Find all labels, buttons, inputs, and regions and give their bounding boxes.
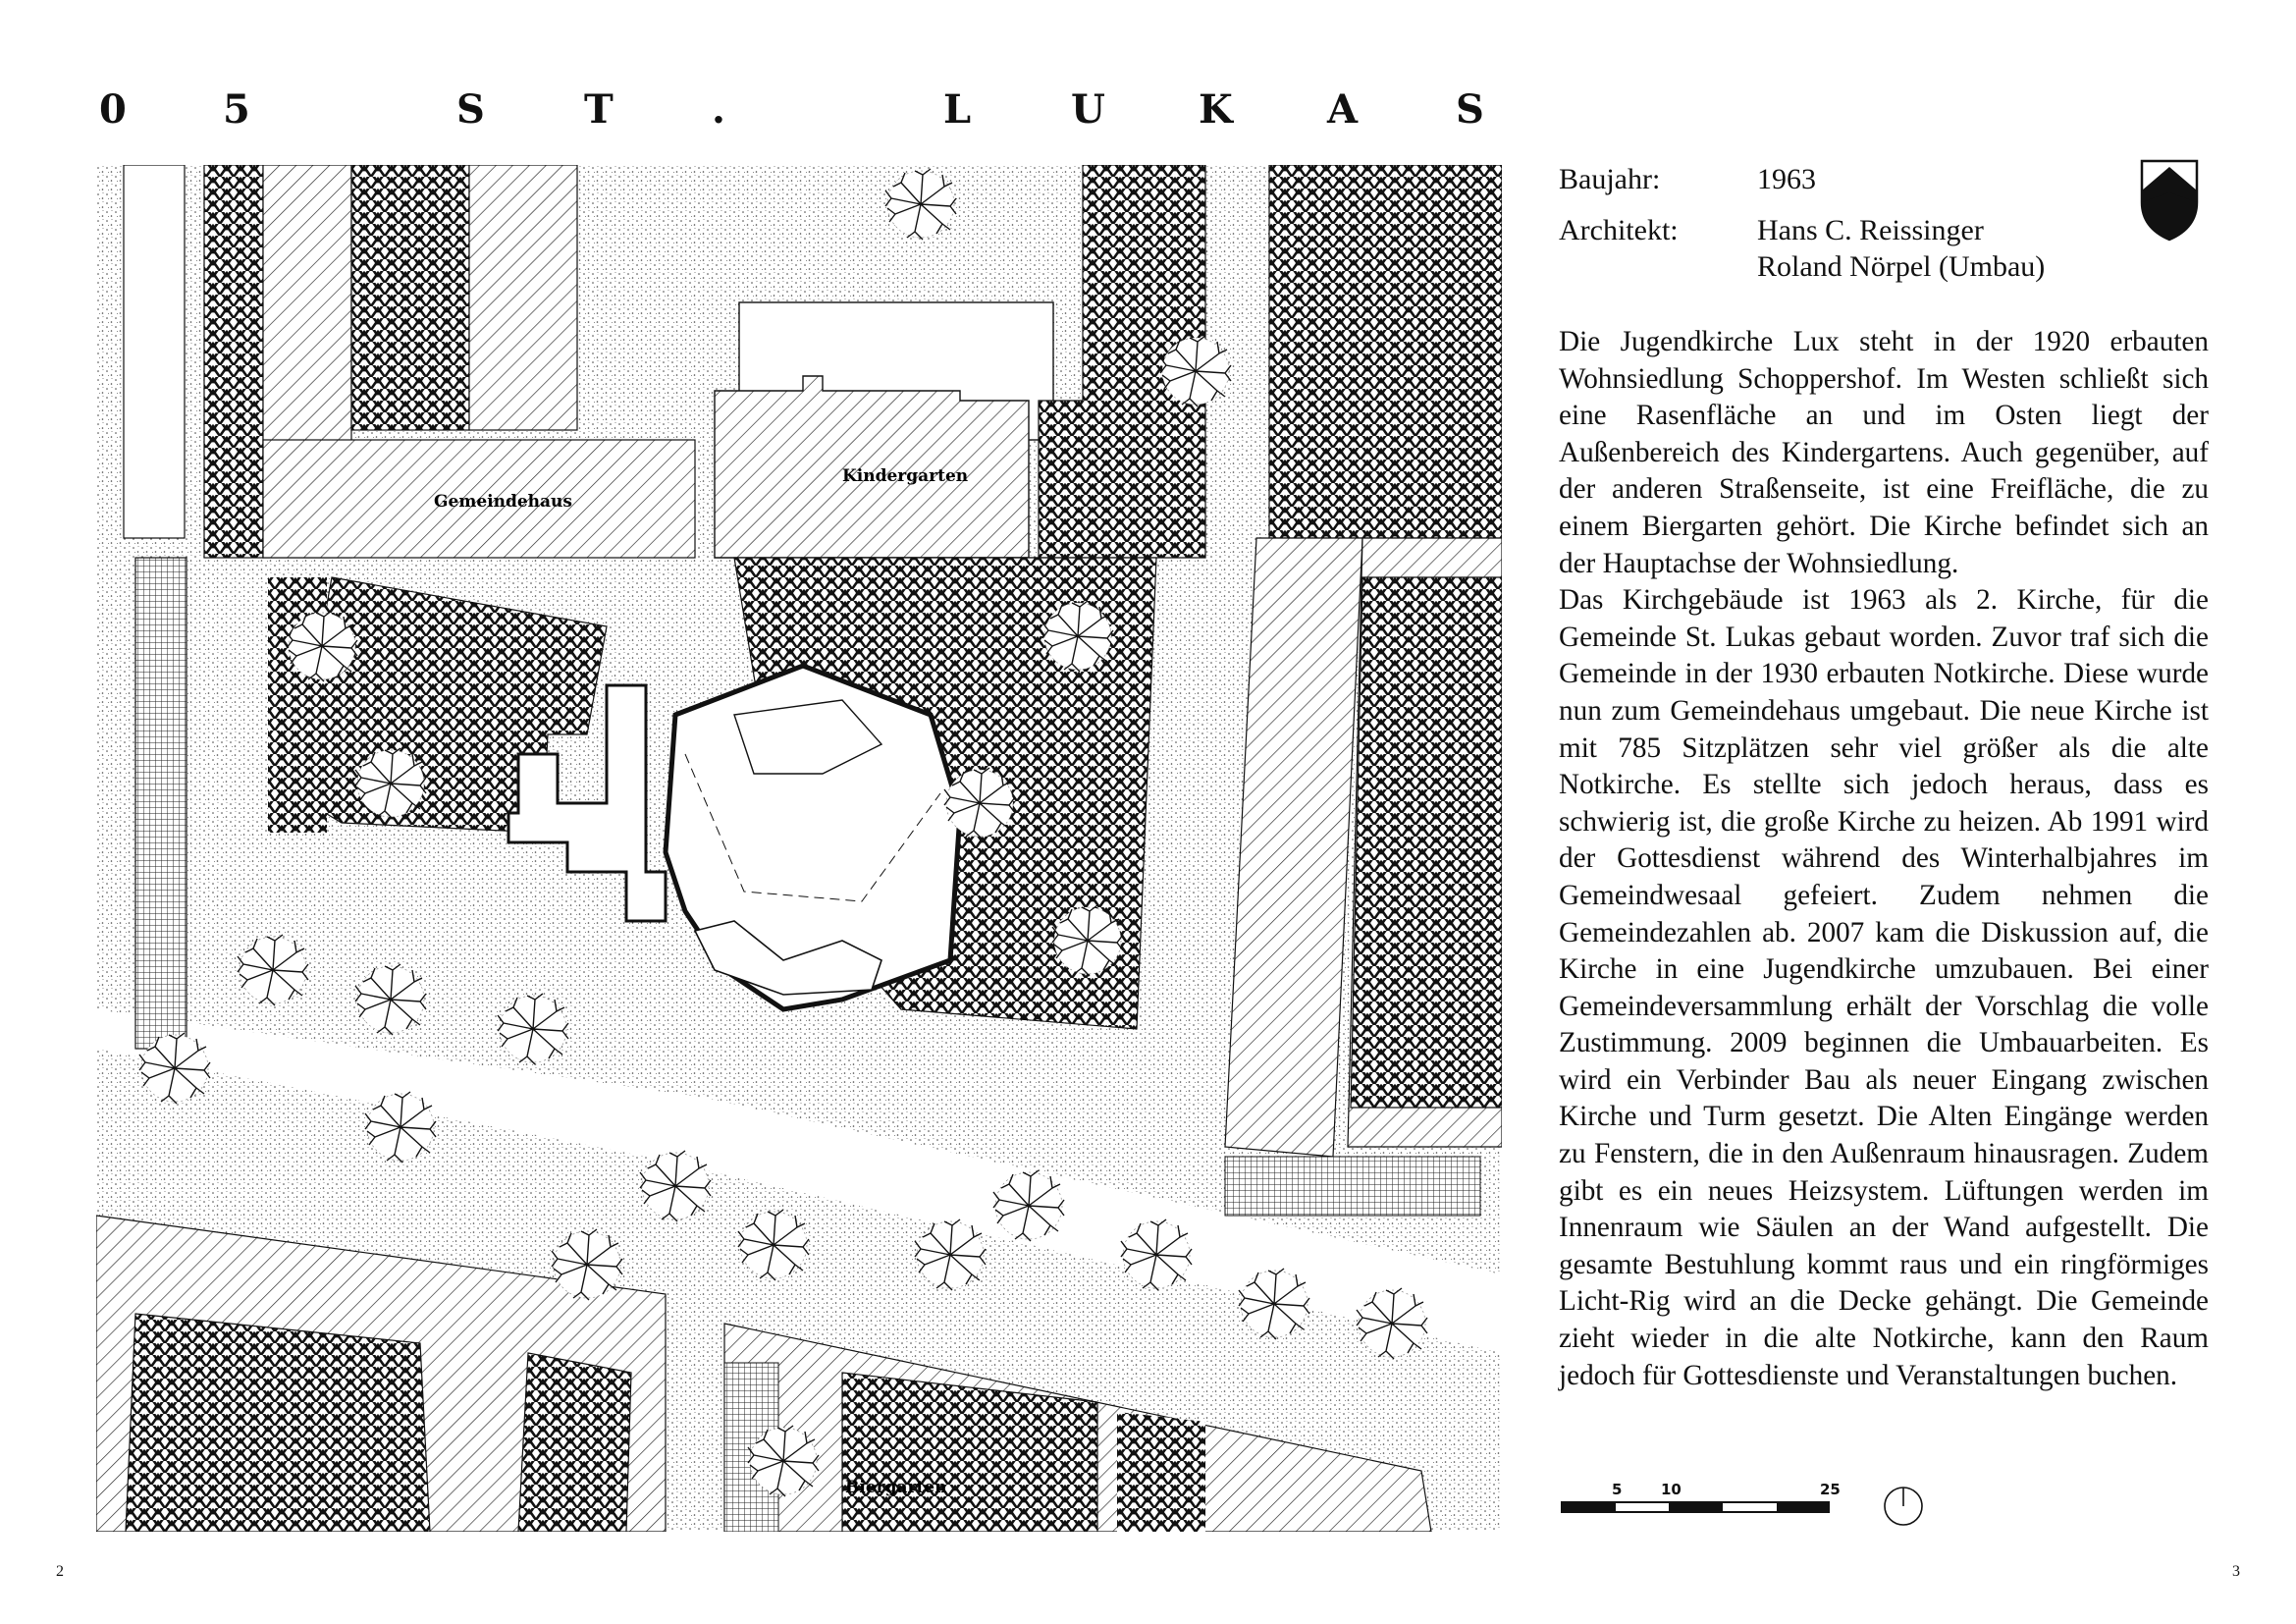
- architekt-name: Hans C. Reissinger: [1757, 214, 1984, 246]
- page-title: [93, 86, 1497, 145]
- baujahr-label: Baujahr:: [1559, 163, 1661, 195]
- scale-label: 25: [1820, 1481, 1841, 1498]
- description-paragraph: Das Kirchgebäude ist 1963 als 2. Kirche, für die Gemeinde St. Lukas gebaut worden. Zuvor traf sich die Gemeinde in der 1930 erbauten Notkirche. Diese wurde nun zum Gemeindehaus umgebaut. Die neue Kirche ist mit 785 Sitzplätzen sehr viel größer als die alte Notkirche. Es stellte sich jedoch heraus, dass es schwierig ist, die große Kirche zu heizen. Ab 1991 wird der Gottesdienst während des Winterhalbjahres im Gemeindwesaal gefeiert. Zudem nehmen die Gemeindezahlen ab. 2007 kam die Diskussion auf, die Kirche in eine Jugendkirche umzubauen. Bei einer Gemeindeversammlung erhält der Vorschlag die volle Zustimmung. 2009 beginnen die Umbauarbeiten. Es wird ein Verbinder Bau als neuer Eingang zwischen Kirche und Turm gesetzt. Die Alten Eingänge werden zu Fenstern, die in den Außenraum hinausragen. Zudem gibt es ein neues Heizsystem. Lüftungen werden im Innenraum wie Säulen an der Wand aufgestellt. Die gesamte Bestuhlung kommt raus und ein ringförmiges Licht-Rig wird an die Decke gehängt. Die Gemeinde zieht wieder in die alte Notkirche, kann den Raum jedoch für Gottesdienste und Veranstaltungen buchen.: [1559, 584, 2209, 1391]
- page-number-right: 3: [2232, 1563, 2240, 1580]
- title-char: K: [1199, 86, 1233, 133]
- title-char: T: [584, 86, 614, 133]
- title-char: U: [1071, 86, 1105, 133]
- title-char: A: [1327, 86, 1359, 133]
- page-number-left: 2: [56, 1563, 64, 1580]
- coat-of-arms-icon: [2140, 159, 2199, 242]
- title-char: .: [712, 86, 725, 133]
- architekt-name: Roland Nörpel (Umbau): [1757, 250, 2046, 283]
- description-paragraph: Die Jugendkirche Lux steht in der 1920 erbauten Wohnsiedlung Schoppershof. Im Westen schließt sich eine Rasenfläche an und im Osten liegt der Außenbereich des Kindergartens. Auch gegenüber, auf der anderen Straßenseite, ist eine Freifläche, die zu einem Biergarten gehört. Die Kirche befindet sich an der Hauptachse der Wohnsiedlung.: [1559, 326, 2209, 579]
- north-arrow-icon: [1883, 1486, 1924, 1527]
- site-plan: [96, 165, 1502, 1532]
- title-char: S: [456, 86, 485, 133]
- title-char: L: [943, 86, 972, 133]
- scale-bar: [1561, 1481, 1855, 1530]
- baujahr-value: 1963: [1757, 163, 1816, 195]
- description: [1559, 324, 2209, 1394]
- title-number-char: 5: [223, 86, 250, 133]
- scale-label: 10: [1661, 1481, 1682, 1498]
- title-number-char: 0: [99, 86, 127, 133]
- map-label-biergarten: Biergarten: [845, 1478, 947, 1497]
- architekt-label: Architekt:: [1559, 214, 1679, 246]
- map-label-gemeindehaus: Gemeindehaus: [434, 492, 572, 512]
- scale-label: 5: [1612, 1481, 1623, 1498]
- title-char: S: [1456, 86, 1484, 133]
- map-label-kindergarten: Kindergarten: [842, 466, 969, 486]
